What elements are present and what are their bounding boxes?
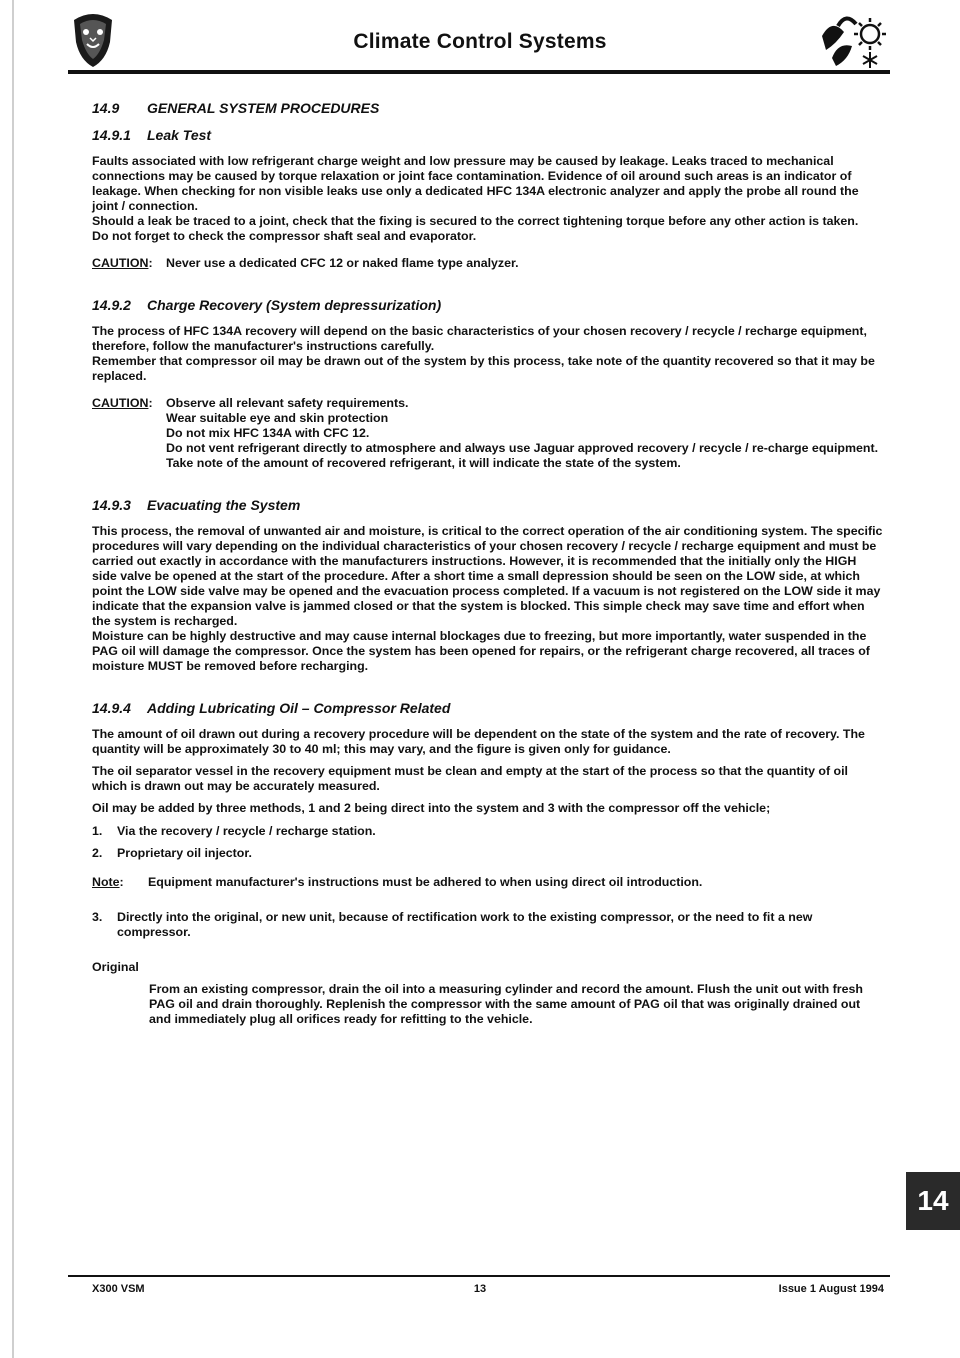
oil-method-list	[92, 824, 884, 861]
section-heading	[92, 100, 884, 116]
caution-line: Wear suitable eye and skin protection	[166, 411, 389, 425]
list-item-number: 2.	[92, 846, 103, 860]
charge-recovery-paragraph-1: The process of HFC 134A recovery will depend on the basic characteristics of your chosen recovery / recycle / recharge equipment, therefore, follow the manufacturer's instructions carefully.	[92, 324, 867, 353]
adding-oil-paragraph-1: The amount of oil drawn out during a recovery procedure will be dependent on the state of the system and the rate of recovery. The quantity will be approximately 30 to 40 ml; this may vary, and the figure is given only for guidance.	[92, 727, 865, 756]
evacuating-paragraph-2: Moisture can be highly destructive and may cause internal blockages due to freezing, but more importantly, water suspended in the PAG oil will damage the compressor. Once the system has been opened for repairs, or the refrigerant charge recovered, all traces of moisture MUST be removed before recharging.	[92, 629, 870, 673]
charge-recovery-heading	[92, 297, 884, 313]
caution-label: CAUTION	[92, 256, 149, 270]
section-title: GENERAL SYSTEM PROCEDURES	[147, 100, 380, 116]
footer-manual-code: X300 VSM	[92, 1283, 145, 1295]
caution-label: CAUTION	[92, 396, 149, 410]
list-item	[92, 824, 884, 839]
list-item-number: 1.	[92, 824, 103, 838]
list-item-text: Proprietary oil injector.	[117, 846, 252, 860]
leak-test-paragraph-1: Faults associated with low refrigerant charge weight and low pressure may be caused by leakage. Leaks traced to mechanical connections may be caused by torque relaxation or joint face contamination. Evidence of oil around such areas is an indicator of leakage. When checking for non visible leaks use only a dedicated HFC 134A electronic analyzer and apply the probe all round the joint / connection.	[92, 154, 859, 213]
climate-control-icon	[818, 6, 888, 70]
charge-recovery-number: 14.9.2	[92, 297, 131, 313]
list-item	[92, 846, 884, 861]
section-number: 14.9	[92, 100, 120, 116]
leak-test-number: 14.9.1	[92, 127, 131, 143]
list-item-text: Via the recovery / recycle / recharge station.	[117, 824, 376, 838]
caution-line: Do not mix HFC 134A with CFC 12.	[166, 426, 370, 440]
caution-text: Never use a dedicated CFC 12 or naked flame type analyzer.	[166, 256, 519, 270]
caution-line: Observe all relevant safety requirements.	[166, 396, 409, 410]
header-rule	[68, 70, 890, 74]
caution-line: Take note of the amount of recovered refrigerant, it will indicate the state of the system.	[166, 456, 681, 470]
original-text: From an existing compressor, drain the oil into a measuring cylinder and record the amount. Flush the unit out with fresh PAG oil and drain thoroughly. Replenish the compressor with the same amount of PAG oil that was originally drained out and immediately plug all orifices ready for refitting to the vehicle.	[149, 982, 863, 1026]
leak-test-title: Leak Test	[147, 127, 212, 143]
charge-recovery-title: Charge Recovery (System depressurization)	[147, 297, 442, 313]
list-item	[92, 910, 884, 940]
charge-recovery-paragraph-2: Remember that compressor oil may be drawn out of the system by this process, take note of the quantity recovered so that it may be replaced.	[92, 354, 875, 383]
evacuating-title: Evacuating the System	[147, 497, 301, 513]
footer-rule	[68, 1275, 890, 1277]
adding-oil-heading	[92, 700, 884, 716]
adding-oil-title: Adding Lubricating Oil – Compressor Related	[147, 700, 451, 716]
adding-oil-paragraph-3: Oil may be added by three methods, 1 and 2 being direct into the system and 3 with the compressor off the vehicle;	[92, 801, 771, 815]
chapter-tab: 14	[906, 1172, 960, 1230]
footer-issue-date: Issue 1 August 1994	[778, 1283, 884, 1295]
leak-test-caution: CAUTION: Never use a dedicated CFC 12 or naked flame type analyzer.	[92, 256, 519, 270]
leak-test-paragraph-2: Should a leak be traced to a joint, check that the fixing is secured to the correct tightening torque before any other action is taken.	[92, 214, 859, 228]
charge-recovery-caution: CAUTION: Observe all relevant safety requirements. Wear suitable eye and skin protection Do not mix HFC 134A with CFC 12. Do not vent refrigerant directly to atmosphere and always use Jaguar approved recovery / recycle / re-charge equipment. Take note of the amount of recovered refrigerant, it will indicate the state of the system.	[92, 396, 879, 470]
original-heading: Original	[92, 960, 139, 974]
note: Note: Equipment manufacturer's instructions must be adhered to when using direct oil introduction.	[92, 875, 703, 889]
list-item-number: 3.	[92, 910, 103, 924]
adding-oil-paragraph-2: The oil separator vessel in the recovery equipment must be clean and empty at the start of the process so that the quantity of oil which is drawn out may be accurately measured.	[92, 764, 849, 793]
page-number: 13	[473, 1283, 487, 1295]
page-content	[92, 100, 884, 1027]
note-label: Note	[92, 875, 120, 889]
caution-lines	[166, 396, 878, 471]
adding-oil-number: 14.9.4	[92, 700, 131, 716]
evacuating-heading	[92, 497, 884, 513]
note-text: Equipment manufacturer's instructions must be adhered to when using direct oil introduction.	[148, 875, 703, 889]
evacuating-number: 14.9.3	[92, 497, 131, 513]
evacuating-paragraph-1: This process, the removal of unwanted air and moisture, is critical to the correct operation of the air conditioning system. The specific procedures will vary depending on the individual characteristics of your chosen recovery / recycle / recharge equipment and must be carried out exactly in accordance with the manufacturers instructions. However, it is recommended that the initially only the HIGH side valve be opened at the start of the procedure. After a short time a small depression should be seen on the LOW side, at which point the LOW side valve may be opened and the evacuation process completed. If a vacuum is not registered on the LOW side it may indicate that the expansion valve is jammed closed or that the system is blocked. This simple check may save time and effort when the system is recharged.	[92, 524, 883, 628]
oil-method-list-continued	[92, 910, 884, 940]
list-item-text: Directly into the original, or new unit, because of rectification work to the existing compressor, or the need to fit a new compressor.	[117, 910, 813, 939]
leak-test-heading	[92, 127, 884, 143]
page-header-title: Climate Control Systems	[353, 30, 607, 53]
leak-test-paragraph-3: Do not forget to check the compressor shaft seal and evaporator.	[92, 229, 477, 243]
caution-line: Do not vent refrigerant directly to atmosphere and always use Jaguar approved recovery / recycle / re-charge equipment.	[166, 441, 879, 455]
left-margin-rule	[12, 0, 14, 1358]
